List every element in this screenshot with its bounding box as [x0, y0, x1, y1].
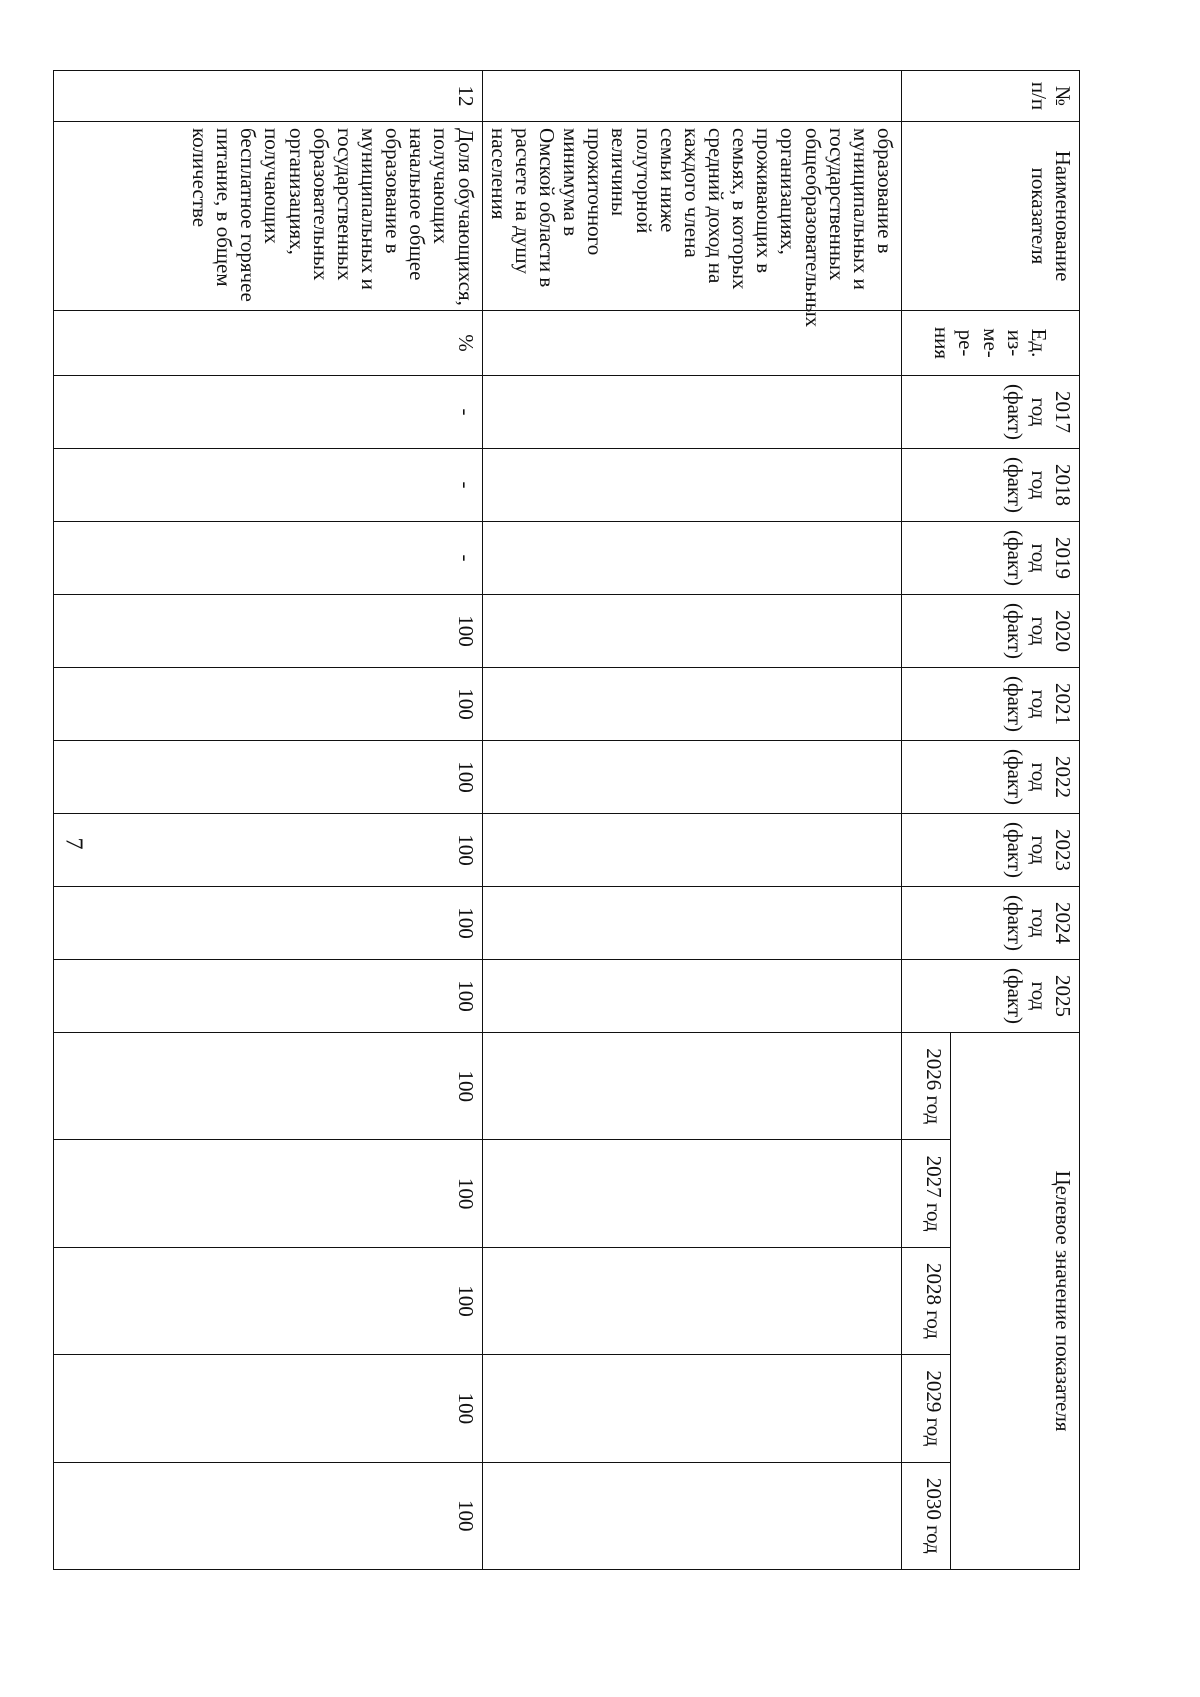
row-no: 12 [53, 71, 482, 122]
row-value: 100 [53, 960, 482, 1033]
header-row [951, 71, 1080, 1570]
header-year-2017: 2017 год (факт) [902, 376, 1080, 449]
header-no: № п/п [902, 71, 1080, 122]
row-value [482, 595, 901, 668]
page-number: 7 [60, 837, 87, 850]
row-unit [482, 311, 901, 376]
row-value [482, 1355, 901, 1462]
header-target-group: Целевое значение показателя [951, 1033, 1080, 1570]
table-row [482, 71, 901, 1570]
header-year-2023: 2023 год (факт) [902, 814, 1080, 887]
row-value: - [53, 522, 482, 595]
row-unit: % [53, 311, 482, 376]
row-value: 100 [53, 887, 482, 960]
row-value: 100 [53, 1140, 482, 1247]
row-value: 100 [53, 1355, 482, 1462]
row-value: 100 [53, 1462, 482, 1569]
row-value: 100 [53, 741, 482, 814]
row-value: 100 [53, 1033, 482, 1140]
header-target-2026: 2026 год [902, 1033, 951, 1140]
row-value [482, 1247, 901, 1354]
header-year-2020: 2020 год (факт) [902, 595, 1080, 668]
header-target-2027: 2027 год [902, 1140, 951, 1247]
header-name: Наименование показателя [902, 122, 1080, 311]
row-value: 100 [53, 814, 482, 887]
row-value [482, 449, 901, 522]
row-value [482, 887, 901, 960]
header-year-2021: 2021 год (факт) [902, 668, 1080, 741]
row-value: 100 [53, 595, 482, 668]
header-target-2030: 2030 год [902, 1462, 951, 1569]
header-target-2029: 2029 год [902, 1355, 951, 1462]
header-unit: Ед. из-ме-ре-ния [902, 311, 1080, 376]
row-name: Доля обучающихся, получающих начальное общее образование в муниципальных и государственных образовательных организациях, получающих бесплатное горячее питание, в общем количестве [53, 122, 482, 311]
row-value [482, 960, 901, 1033]
row-value [482, 376, 901, 449]
header-year-2018: 2018 год (факт) [902, 449, 1080, 522]
row-no [482, 71, 901, 122]
row-name: образование в муниципальных и государственных общеобразовательных организациях, проживающих в семьях, в которых средний доход на каждого члена семьи ниже полуторной величины прожиточного минимума в Омской области в расчете на душу населения [482, 122, 901, 311]
row-value: 100 [53, 668, 482, 741]
row-value [482, 1140, 901, 1247]
header-year-2019: 2019 год (факт) [902, 522, 1080, 595]
header-year-2025: 2025 год (факт) [902, 960, 1080, 1033]
row-value [482, 814, 901, 887]
header-target-2028: 2028 год [902, 1247, 951, 1354]
indicators-table [53, 70, 1080, 1570]
header-year-2024: 2024 год (факт) [902, 887, 1080, 960]
header-year-2022: 2022 год (факт) [902, 741, 1080, 814]
row-value: - [53, 449, 482, 522]
row-value: - [53, 376, 482, 449]
row-value [482, 522, 901, 595]
row-value [482, 741, 901, 814]
rotated-table-container [120, 70, 1080, 1570]
row-value [482, 1462, 901, 1569]
row-value [482, 668, 901, 741]
row-value: 100 [53, 1247, 482, 1354]
row-value [482, 1033, 901, 1140]
table-row [53, 71, 482, 1570]
